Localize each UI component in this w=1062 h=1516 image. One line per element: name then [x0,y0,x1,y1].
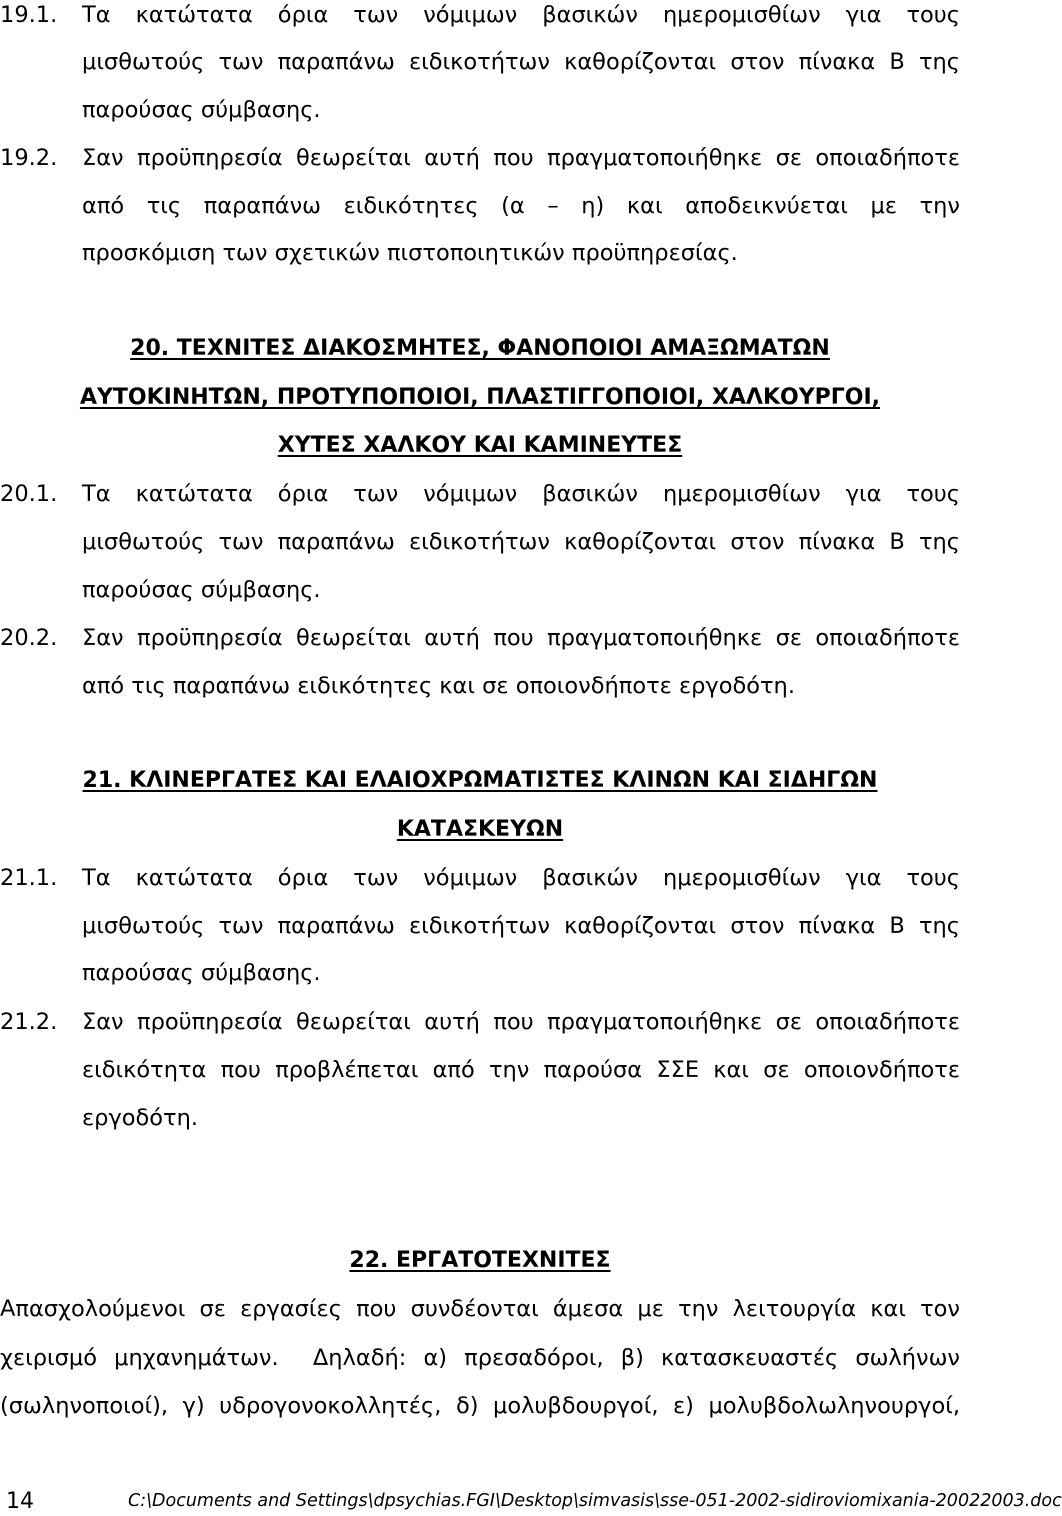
section-20-heading-line-3: ΧΥΤΕΣ ΧΑΛΚΟΥ ΚΑΙ ΚΑΜΙΝΕΥΤΕΣ [277,433,683,458]
clause-line: από τις παραπάνω ειδικότητες (α – η) και αποδεικνύεται με την [82,193,960,219]
paragraph-line: Απασχολούμενοι σε εργασίες που συνδέονται άμεσα με την λειτουργία και τον [0,1296,960,1322]
paragraph-line: χειρισμό μηχανημάτων. Δηλαδή: α) πρεσαδόροι, β) κατασκευαστές σωλήνων [0,1345,960,1371]
page-number: 14 [6,1489,34,1514]
clause-line: εργοδότη. [82,1105,199,1131]
clause-line: από τις παραπάνω ειδικότητες και σε οποιονδήποτε εργοδότη. [82,673,795,699]
clause-line: παρούσας σύμβασης. [82,577,321,603]
clause-number: 19.2. [0,145,58,171]
clause-number: 21.1. [0,865,58,891]
section-20-heading-line-1: 20. ΤΕΧΝΙΤΕΣ ΔΙΑΚΟΣΜΗΤΕΣ, ΦΑΝΟΠΟΙΟΙ ΑΜΑΞΩΜΑΤΩΝ [130,336,830,361]
clause-line: Σαν προϋπηρεσία θεωρείται αυτή που πραγματοποιήθηκε σε οποιαδήποτε [82,1009,960,1035]
clause-line: ειδικότητα που προβλέπεται από την παρούσα ΣΣΕ και σε οποιονδήποτε [82,1057,960,1083]
clause-line: Τα κατώτατα όρια των νόμιμων βασικών ημερομισθίων για τους [82,2,960,28]
clause-line: μισθωτούς των παραπάνω ειδικοτήτων καθορίζονται στον πίνακα Β της [82,49,960,75]
footer-file-path: C:\Documents and Settings\dpsychias.FGI\Desktop\simvasis\sse-051-2002-sidiroviomixania-20022003.doc [128,1491,1062,1511]
clause-line: μισθωτούς των παραπάνω ειδικοτήτων καθορίζονται στον πίνακα Β της [82,913,960,939]
section-21-heading-line-2: ΚΑΤΑΣΚΕΥΩΝ [396,817,564,842]
clause-line: Σαν προϋπηρεσία θεωρείται αυτή που πραγματοποιήθηκε σε οποιαδήποτε [82,625,960,651]
section-22-heading: 22. ΕΡΓΑΤΟΤΕΧΝΙΤΕΣ [349,1248,611,1273]
section-21-heading-line-1: 21. ΚΛΙΝΕΡΓΑΤΕΣ ΚΑΙ ΕΛΑΙΟΧΡΩΜΑΤΙΣΤΕΣ ΚΛΙΝΩΝ ΚΑΙ ΣΙΔΗΓΩΝ [82,768,878,793]
clause-line: Τα κατώτατα όρια των νόμιμων βασικών ημερομισθίων για τους [82,865,960,891]
clause-number: 20.2. [0,625,58,651]
clause-line: Σαν προϋπηρεσία θεωρείται αυτή που πραγματοποιήθηκε σε οποιαδήποτε [82,145,960,171]
paragraph-line: (σωληνοποιοί), γ) υδρογονοκολλητές, δ) μολυβδουργοί, ε) μολυβδολωληνουργοί, [0,1393,960,1419]
clause-line: προσκόμιση των σχετικών πιστοποιητικών προϋπηρεσίας. [82,240,738,266]
clause-line: παρούσας σύμβασης. [82,960,321,986]
clause-line: Τα κατώτατα όρια των νόμιμων βασικών ημερομισθίων για τους [82,481,960,507]
clause-line: παρούσας σύμβασης. [82,97,321,123]
clause-number: 20.1. [0,481,58,507]
clause-line: μισθωτούς των παραπάνω ειδικοτήτων καθορίζονται στον πίνακα Β της [82,529,960,555]
clause-number: 21.2. [0,1009,58,1035]
clause-number: 19.1. [0,2,58,28]
section-20-heading-line-2: ΑΥΤΟΚΙΝΗΤΩΝ, ΠΡΟΤΥΠΟΠΟΙΟΙ, ΠΛΑΣΤΙΓΓΟΠΟΙΟΙ, ΧΑΛΚΟΥΡΓΟΙ, [79,385,881,410]
